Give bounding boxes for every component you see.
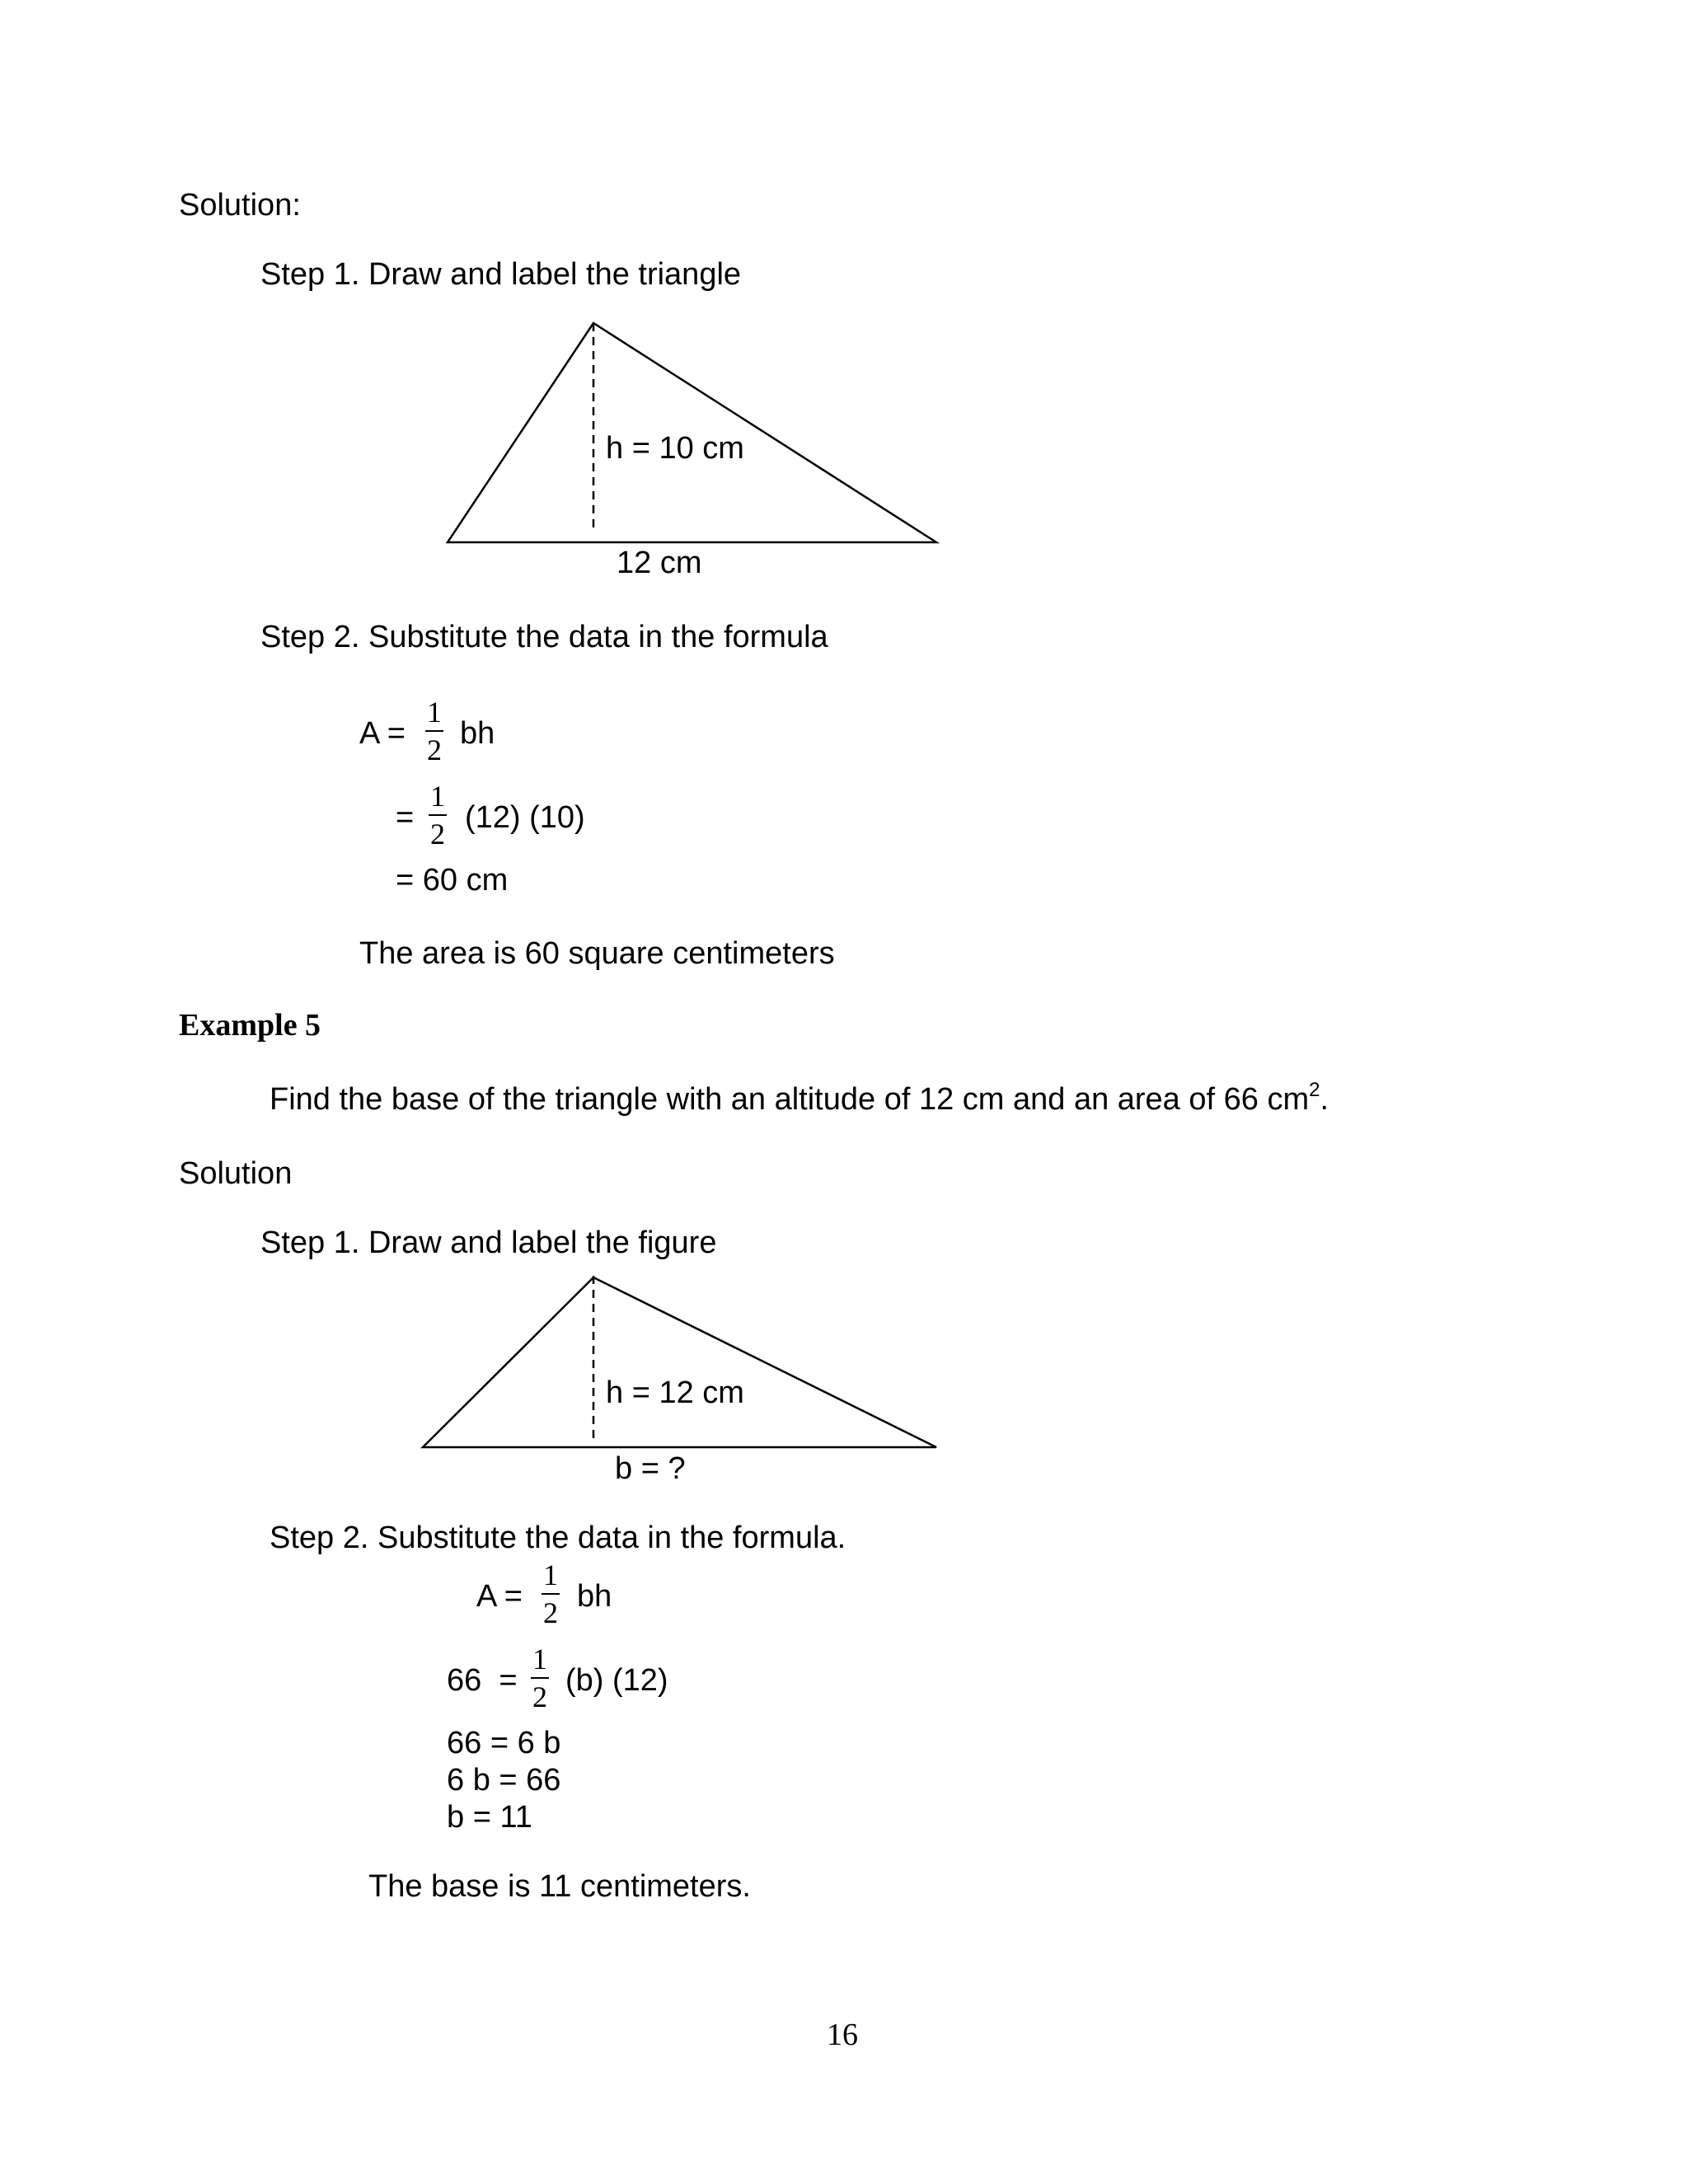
- problem-text: Find the base of the triangle with an altitude of 12 cm and an area of 66 cm: [270, 1082, 1310, 1117]
- fraction-bar: [531, 1677, 549, 1679]
- triangle-2-outline: [423, 1277, 936, 1447]
- height-label-1: h = 10 cm: [606, 431, 744, 466]
- solution2-heading: Solution: [179, 1156, 293, 1191]
- fraction-half-2: [425, 781, 450, 849]
- eq2-lhs-2: 66 =: [447, 1663, 518, 1698]
- eq5-2: b = 11: [447, 1800, 532, 1835]
- problem-superscript: 2: [1309, 1079, 1320, 1101]
- fraction-half-1: [422, 697, 447, 765]
- fraction-numerator: 1: [427, 696, 442, 729]
- fraction-numerator: 1: [532, 1643, 547, 1675]
- eq3-2: 66 = 6 b: [447, 1726, 561, 1760]
- area-conclusion: The area is 60 square centimeters: [359, 936, 835, 971]
- fraction-bar: [429, 814, 447, 816]
- height-label-2: h = 12 cm: [606, 1376, 744, 1410]
- eq1-lhs: A =: [359, 716, 406, 751]
- fraction-bar: [425, 730, 443, 732]
- eq1-rhs: bh: [460, 716, 495, 751]
- example5-problem: [270, 1079, 1329, 1117]
- fraction-denominator: 2: [543, 1596, 558, 1629]
- eq2-rhs: (12) (10): [465, 800, 585, 835]
- eq2-rhs-2: (b) (12): [565, 1663, 668, 1698]
- eq2-lhs: =: [396, 800, 415, 835]
- base-label-2: b = ?: [615, 1451, 686, 1486]
- page-number: 16: [827, 2018, 858, 2052]
- eq1-rhs-2: bh: [577, 1579, 612, 1614]
- example5-heading: Example 5: [179, 1008, 321, 1043]
- fraction-half-3: [538, 1560, 563, 1628]
- eq1-lhs-2: A =: [476, 1579, 523, 1614]
- step1-label-2: Step 1. Draw and label the figure: [260, 1226, 717, 1260]
- fraction-half-4: [528, 1644, 552, 1712]
- step1-label: Step 1. Draw and label the triangle: [260, 257, 742, 292]
- fraction-denominator: 2: [430, 818, 445, 851]
- fraction-numerator: 1: [430, 780, 445, 813]
- fraction-denominator: 2: [532, 1680, 547, 1713]
- base-label-1: 12 cm: [617, 546, 702, 580]
- eq4-2: 6 b = 66: [447, 1763, 561, 1797]
- eq3: = 60 cm: [396, 863, 509, 898]
- base-conclusion: The base is 11 centimeters.: [368, 1869, 751, 1904]
- solution-heading: Solution:: [179, 188, 301, 223]
- problem-period: .: [1320, 1082, 1329, 1117]
- step2-label-2: Step 2. Substitute the data in the formula.: [270, 1521, 846, 1555]
- fraction-denominator: 2: [427, 733, 442, 766]
- step2-label: Step 2. Substitute the data in the formula: [260, 620, 828, 654]
- fraction-numerator: 1: [543, 1558, 558, 1591]
- fraction-bar: [542, 1593, 560, 1595]
